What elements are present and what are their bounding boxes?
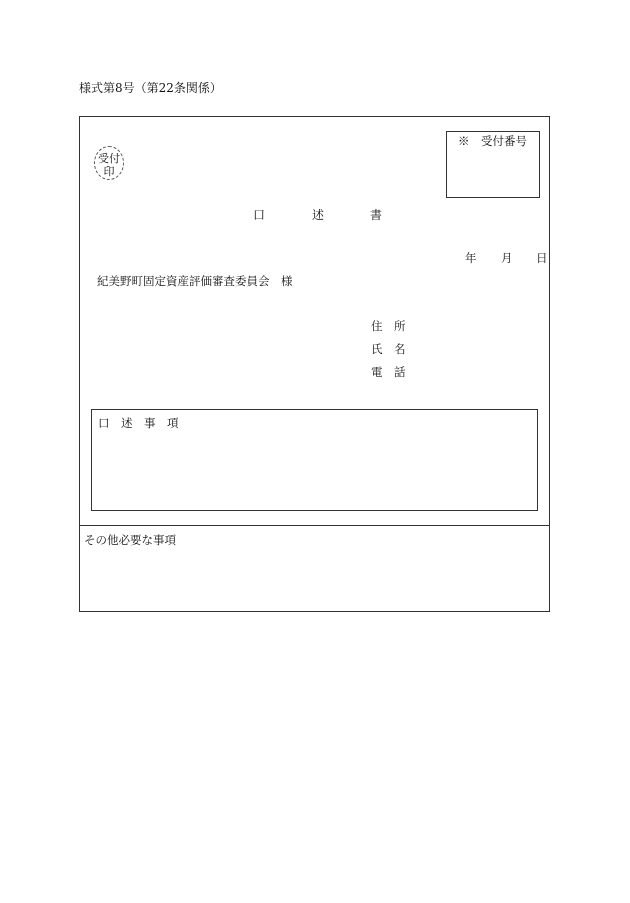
section-divider <box>80 525 549 526</box>
address-label: 住 所 <box>371 319 406 333</box>
stamp-text-line1: 受付 <box>98 152 120 165</box>
document-title-char-2: 述 <box>312 208 325 222</box>
date-day-label: 日 <box>536 251 548 265</box>
stamp-text-line2: 印 <box>103 165 115 178</box>
document-title-char-3: 書 <box>370 208 383 222</box>
other-matters-label: その他必要な事項 <box>84 533 176 547</box>
reception-stamp-circle <box>94 146 124 180</box>
statement-label: 口 述 事 項 <box>98 416 179 430</box>
document-title-char-1: 口 <box>253 208 266 222</box>
receipt-number-box <box>446 131 540 198</box>
form-frame <box>79 116 550 612</box>
statement-box <box>91 409 538 511</box>
addressee: 紀美野町固定資産評価審査委員会 様 <box>97 274 293 288</box>
receipt-number-label: ※ 受付番号 <box>458 134 527 148</box>
date-year-label: 年 <box>465 251 477 265</box>
form-number-caption: 様式第8号（第22条関係） <box>79 81 222 95</box>
date-month-label: 月 <box>501 251 513 265</box>
name-label: 氏 名 <box>371 342 406 356</box>
phone-label: 電 話 <box>371 365 406 379</box>
